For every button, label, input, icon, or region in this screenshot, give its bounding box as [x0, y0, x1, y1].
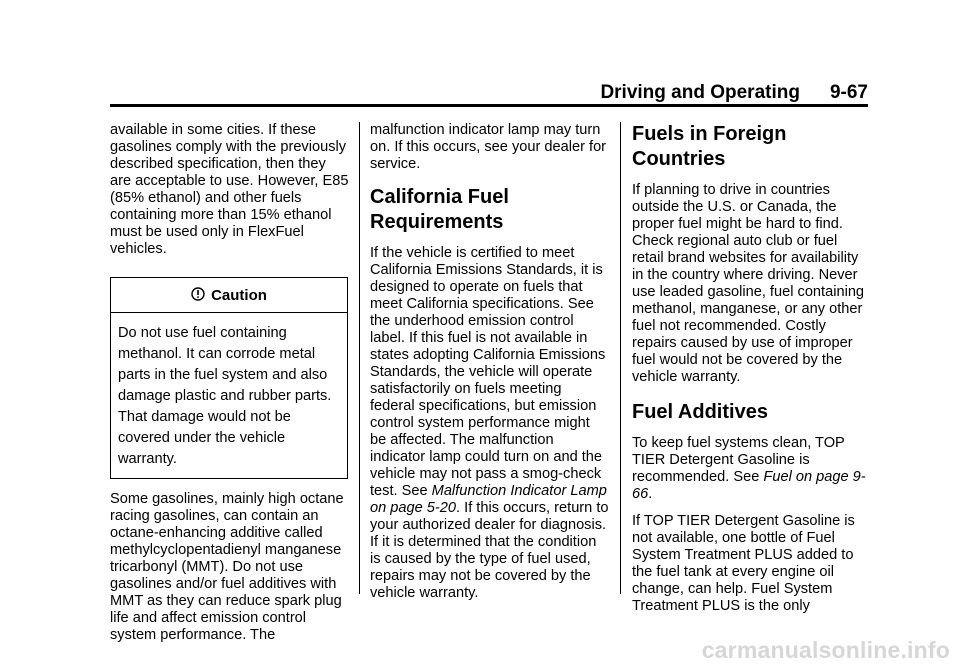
warning-icon	[191, 287, 205, 303]
paragraph: Some gasolines, mainly high octane racing gasolines, can contain an octane-enhancing additive called methylcyclopentadienyl manganese tricarbonyl (MMT). Do not use gasolines and/or fuel additives with MMT as they can reduce spark plug life and affect emission control system performance. The	[110, 491, 344, 643]
paragraph: available in some cities. If these gasolines comply with the previously described specification, then they are acceptable to use. However, E85 (85% ethanol) and other fuels containing more than 15% ethanol must be used only in FlexFuel vehicles.	[110, 122, 349, 257]
column-1	[110, 122, 350, 654]
caution-box	[110, 277, 348, 479]
section-title: Driving and Operating	[600, 82, 800, 103]
cross-reference-link[interactable]: Malfunction Indicator Lamp on page 5-20	[370, 483, 607, 516]
section-heading: California Fuel Requirements	[370, 186, 509, 233]
watermark: carmanualsonline.info	[701, 637, 950, 663]
paragraph: If planning to drive in countries outside the U.S. or Canada, the proper fuel might be hard to find. Check regional auto club or fuel retail brand websites for availability in the country where driving. Never use leaded gasoline, fuel containing methanol, manganese, or any other fuel not recommended. Costly repairs caused by use of improper fuel would not be covered by the vehicle warranty.	[632, 182, 865, 385]
paragraph: If the vehicle is certified to meet California Emissions Standards, it is designed to operate on fuels that meet California specifications. See the underhood emission control label. If this fuel is not available in states adopting California Emissions Standards, the vehicle will operate satisfactorily on fuels meeting federal specifications, but emission control system performance might be affected. The malfunction indicator lamp could turn on and the vehicle may not pass a smog-check test. See Malfunction Indicator Lamp on page 5-20. If this occurs, return to your authorized dealer for diagnosis. If it is determined that the condition is caused by the type of fuel used, repairs may not be covered by the vehicle warranty.	[370, 245, 609, 601]
column-2	[370, 122, 610, 612]
column-3	[632, 122, 872, 625]
column-divider	[359, 122, 360, 594]
caution-header	[111, 278, 347, 313]
header-rule	[110, 104, 868, 107]
page-number: 9-67	[829, 82, 868, 103]
paragraph: To keep fuel systems clean, TOP TIER Detergent Gasoline is recommended. See Fuel on page 9-66.	[632, 435, 866, 502]
paragraph: If TOP TIER Detergent Gasoline is not available, one bottle of Fuel System Treatment PLUS added to the fuel tank at every engine oil change, can help. Fuel System Treatment PLUS is the only	[632, 513, 855, 614]
page-header	[110, 82, 868, 104]
section-heading: Fuels in Foreign Countries	[632, 123, 787, 170]
caution-text: Do not use fuel containing methanol. It can corrode metal parts in the fuel system and also damage plastic and rubber parts. That damage would not be covered under the vehicle warranty.	[118, 325, 332, 467]
column-divider	[620, 122, 621, 594]
paragraph: malfunction indicator lamp may turn on. If this occurs, see your dealer for service.	[370, 122, 607, 172]
caution-title: Caution	[211, 286, 267, 304]
cross-reference-link[interactable]: Fuel on page 9-66	[632, 469, 866, 502]
section-heading: Fuel Additives	[632, 401, 768, 423]
